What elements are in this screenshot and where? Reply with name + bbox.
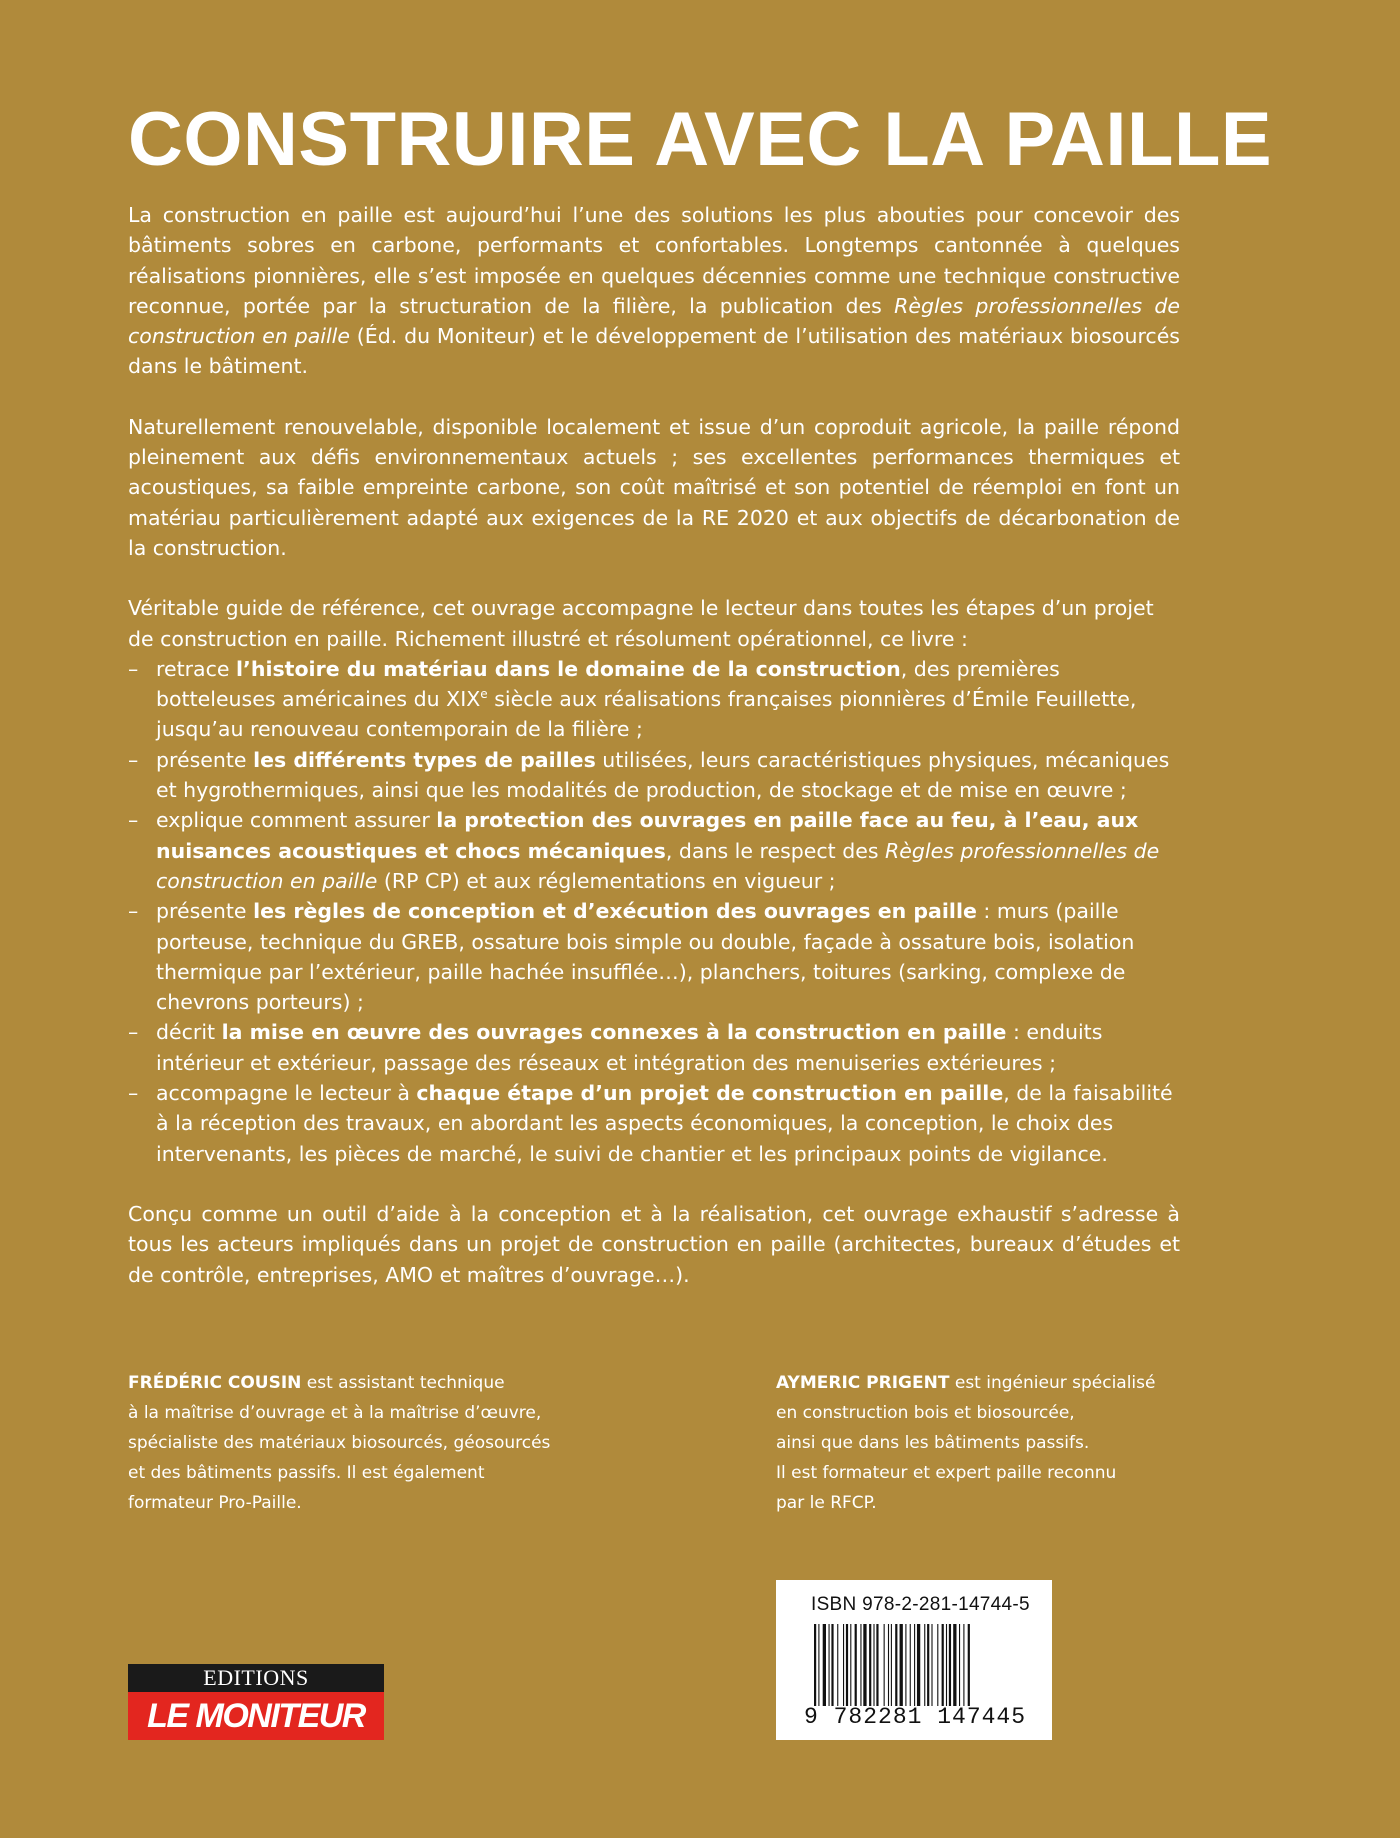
bio-line: en construction bois et biosourcée,: [776, 1403, 1075, 1423]
superscript: e: [480, 687, 488, 702]
book-title: CONSTRUIRE AVEC LA PAILLE: [128, 97, 1273, 182]
intro-text-end: (Éd. du Moniteur) et le développement de l’utilisation des matériaux biosourcés dans le bâtiment.: [128, 324, 1180, 379]
item-text: retrace: [156, 656, 237, 681]
barcode-icon: [814, 1624, 1014, 1706]
list-item: [128, 745, 1180, 806]
logo-le-moniteur: LE MONITEUR: [128, 1692, 384, 1740]
isbn-label: ISBN 978-2-281-14744-5: [811, 1594, 1030, 1615]
item-text: présente: [156, 899, 254, 924]
item-text: décrit: [156, 1020, 222, 1045]
bio-line: spécialiste des matériaux biosourcés, géosourcés: [128, 1433, 551, 1453]
bio-line: est assistant technique: [301, 1373, 505, 1393]
item-text: présente: [156, 747, 254, 772]
item-text: , dans le respect des: [665, 838, 886, 863]
item-text: : enduits intérieur et extérieur, passage des réseaux et intégration des menuiseries extérieures ;: [156, 1020, 1103, 1075]
dash-bullet: –: [128, 899, 139, 924]
item-italic: Règles professionnelles de construction en paille: [156, 838, 1160, 893]
author-bio-prigent: [776, 1368, 1236, 1518]
item-text: utilisées, leurs caractéristiques physiques, mécaniques et hygrothermiques, ainsi que les modalités de production, de stockage et de mise en œuvre ;: [156, 747, 1170, 803]
item-bold: les règles de conception et d’exécution des ouvrages en paille: [253, 899, 977, 924]
feature-list: [128, 654, 1180, 1169]
item-text: explique comment assurer: [156, 808, 437, 833]
bio-line: ainsi que dans les bâtiments passifs.: [776, 1433, 1090, 1453]
item-text: accompagne le lecteur à: [156, 1081, 417, 1106]
bio-line: formateur Pro-Paille.: [128, 1493, 302, 1513]
item-bold: l’histoire du matériau dans le domaine de la construction: [236, 656, 901, 681]
item-text: , de la faisabilité à la réception des travaux, en abordant les aspects économiques, la conception, le choix des intervenants, les pièces de marché, le suivi de chantier et les principaux points de vigilance.: [156, 1081, 1173, 1166]
list-item: [128, 805, 1180, 896]
bio-line: Il est formateur et expert paille reconnu: [776, 1463, 1117, 1483]
bio-line: par le RFCP.: [776, 1493, 877, 1513]
item-bold: la mise en œuvre des ouvrages connexes à la construction en paille: [221, 1020, 1007, 1045]
dash-bullet: –: [128, 1020, 139, 1045]
paragraph-audience: Conçu comme un outil d’aide à la conception et à la réalisation, cet ouvrage exhaustif s’adresse à tous les acteurs impliqués dans un projet de construction en paille (architectes, bureaux d’études et de contrôle, entreprises, AMO et maîtres d’ouvrage…).: [128, 1201, 1180, 1287]
publisher-logo: [128, 1664, 384, 1740]
item-text: (RP CP) et aux réglementations en vigueur ;: [377, 868, 836, 893]
list-item: [128, 654, 1180, 745]
dash-bullet: –: [128, 808, 139, 833]
intro-italic: Règles professionnelles de construction en paille: [128, 293, 1180, 349]
author-name: AYMERIC PRIGENT: [776, 1373, 950, 1393]
intro-text: La construction en paille est aujourd’hui l’une des solutions les plus abouties pour concevoir des bâtiments sobres en carbone, performants et confortables. Longtemps cantonnée à quelques réalisations pionnières, elle s’est imposée en quelques décennies comme une technique constructive reconnue, portée par la structuration de la filière, la publication des: [128, 203, 1180, 318]
author-name: FRÉDÉRIC COUSIN: [128, 1373, 302, 1393]
item-bold: chaque étape d’un projet de construction en paille: [416, 1081, 1004, 1106]
item-bold: les différents types de pailles: [253, 747, 596, 772]
paragraph-material: Naturellement renouvelable, disponible localement et issue d’un coproduit agricole, la paille répond pleinement aux défis environnementaux actuels ; ses excellentes performances thermiques et acoustiques, sa faible empreinte carbone, son coût maîtrisé et son potentiel de réemploi en font un matériau particulièrement adapté aux exigences de la RE 2020 et aux objectifs de décarbonation de la construction.: [128, 414, 1180, 560]
item-text: siècle aux réalisations françaises pionnières d’Émile Feuillette, jusqu’au renouveau contemporain de la filière ;: [156, 687, 1137, 742]
barcode-digits: 9 782281 147445: [804, 1704, 1027, 1730]
item-text: : murs (paille porteuse, technique du GREB, ossature bois simple ou double, façade à ossature bois, isolation thermique par l’extérieur, paille hachée insufflée…), planchers, toitures (sarking, complexe de chevrons porteurs) ;: [156, 899, 1135, 1015]
bio-line: à la maîtrise d’ouvrage et à la maîtrise d’œuvre,: [128, 1403, 542, 1423]
list-item: [128, 1017, 1180, 1078]
item-bold: la protection des ouvrages en paille face au feu, à l’eau, aux nuisances acoustiques et chocs mécaniques: [156, 808, 1139, 863]
paragraph-guide: Véritable guide de référence, cet ouvrage accompagne le lecteur dans toutes les étapes d’un projet de construction en paille. Richement illustré et résolument opérationnel, ce livre :: [128, 596, 1154, 651]
item-text: , des premières botteleuses américaines du XIX: [156, 656, 1060, 712]
dash-bullet: –: [128, 1081, 139, 1106]
list-item: [128, 1078, 1180, 1169]
isbn-barcode-box: [776, 1580, 1052, 1740]
paragraph-intro: [128, 200, 1180, 382]
bio-line: est ingénieur spécialisé: [949, 1373, 1156, 1393]
list-item: [128, 896, 1180, 1017]
dash-bullet: –: [128, 656, 139, 681]
back-cover-text: [128, 200, 1180, 1320]
bio-line: et des bâtiments passifs. Il est également: [128, 1463, 485, 1483]
dash-bullet: –: [128, 747, 139, 772]
logo-editions: EDITIONS: [128, 1664, 384, 1692]
author-bio-cousin: [128, 1368, 588, 1518]
